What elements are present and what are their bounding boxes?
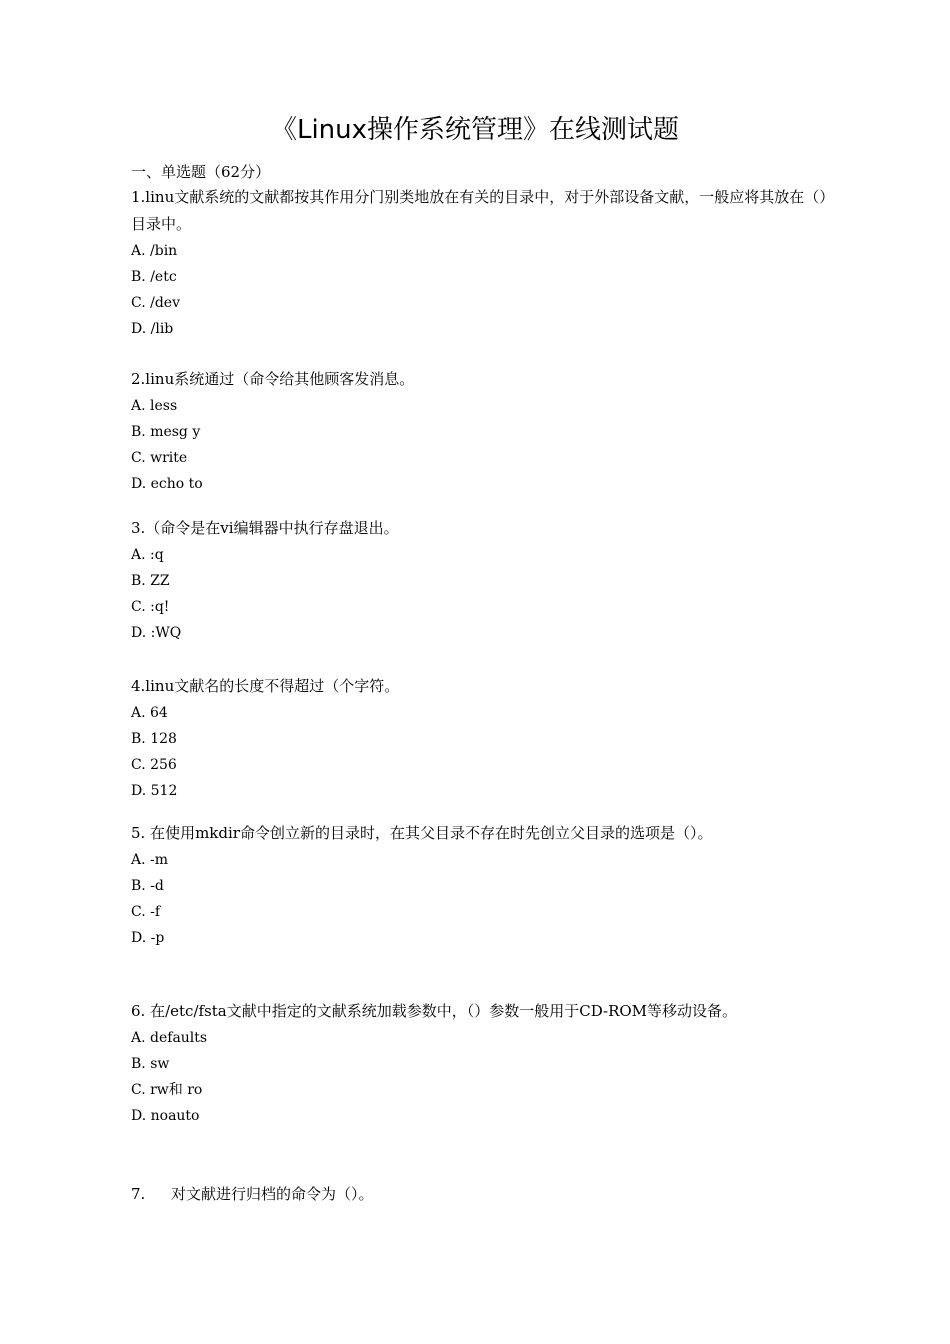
option-c: C. write <box>131 450 188 466</box>
option-d: D. /lib <box>131 321 174 337</box>
option-a: A. less <box>131 398 178 414</box>
option-c: C. 256 <box>131 757 177 773</box>
option-c: C. /dev <box>131 295 180 311</box>
option-d: D. noauto <box>131 1108 200 1124</box>
question-text: 5. 在使用mkdir命令创立新的目录时，在其父目录不存在时先创立父目录的选项是（）。 <box>131 824 713 842</box>
question-1 <box>131 184 841 342</box>
question-6 <box>131 998 811 1129</box>
option-a: A. defaults <box>131 1030 208 1046</box>
section-title: 一、单选题（62分） <box>131 163 271 181</box>
option-d: D. :WQ <box>131 625 182 641</box>
option-b: B. ZZ <box>131 573 170 589</box>
question-text: 3.（命令是在vi编辑器中执行存盘退出。 <box>131 519 399 537</box>
option-d: D. echo to <box>131 476 203 492</box>
option-d: D. -p <box>131 930 165 946</box>
question-text: 4.linu文献名的长度不得超过（个字符。 <box>131 677 400 695</box>
option-a: A. -m <box>131 852 169 868</box>
option-c: C. -f <box>131 904 161 920</box>
option-a: A. 64 <box>131 705 168 721</box>
question-7 <box>131 1181 374 1207</box>
option-c: C. :q! <box>131 599 170 615</box>
question-3 <box>131 515 841 646</box>
option-b: B. 128 <box>131 731 177 747</box>
option-b: B. -d <box>131 878 164 894</box>
question-4 <box>131 673 841 804</box>
option-b: B. sw <box>131 1056 170 1072</box>
option-b: B. /etc <box>131 269 177 285</box>
question-5 <box>131 820 791 951</box>
option-a: A. :q <box>131 547 164 563</box>
question-text: 2.linu系统通过（命令给其他顾客发消息。 <box>131 370 415 388</box>
option-c: C. rw和 ro <box>131 1082 203 1098</box>
option-b: B. mesg y <box>131 424 201 440</box>
question-2 <box>131 366 841 497</box>
question-text: 1.linu文献系统的文献都按其作用分门别类地放在有关的目录中，对于外部设备文献，一般应将其放在（）目录中。 <box>131 188 835 233</box>
option-d: D. 512 <box>131 783 178 799</box>
page-title: 《Linux操作系统管理》在线测试题 <box>270 115 680 145</box>
option-a: A. /bin <box>131 243 178 259</box>
question-text: 6. 在/etc/fsta文献中指定的文献系统加载参数中，（）参数一般用于CD-ROM等移动设备。 <box>131 1002 738 1020</box>
question-text: 对文献进行归档的命令为（）。 <box>171 1185 374 1203</box>
question-number: 7. <box>131 1185 146 1203</box>
